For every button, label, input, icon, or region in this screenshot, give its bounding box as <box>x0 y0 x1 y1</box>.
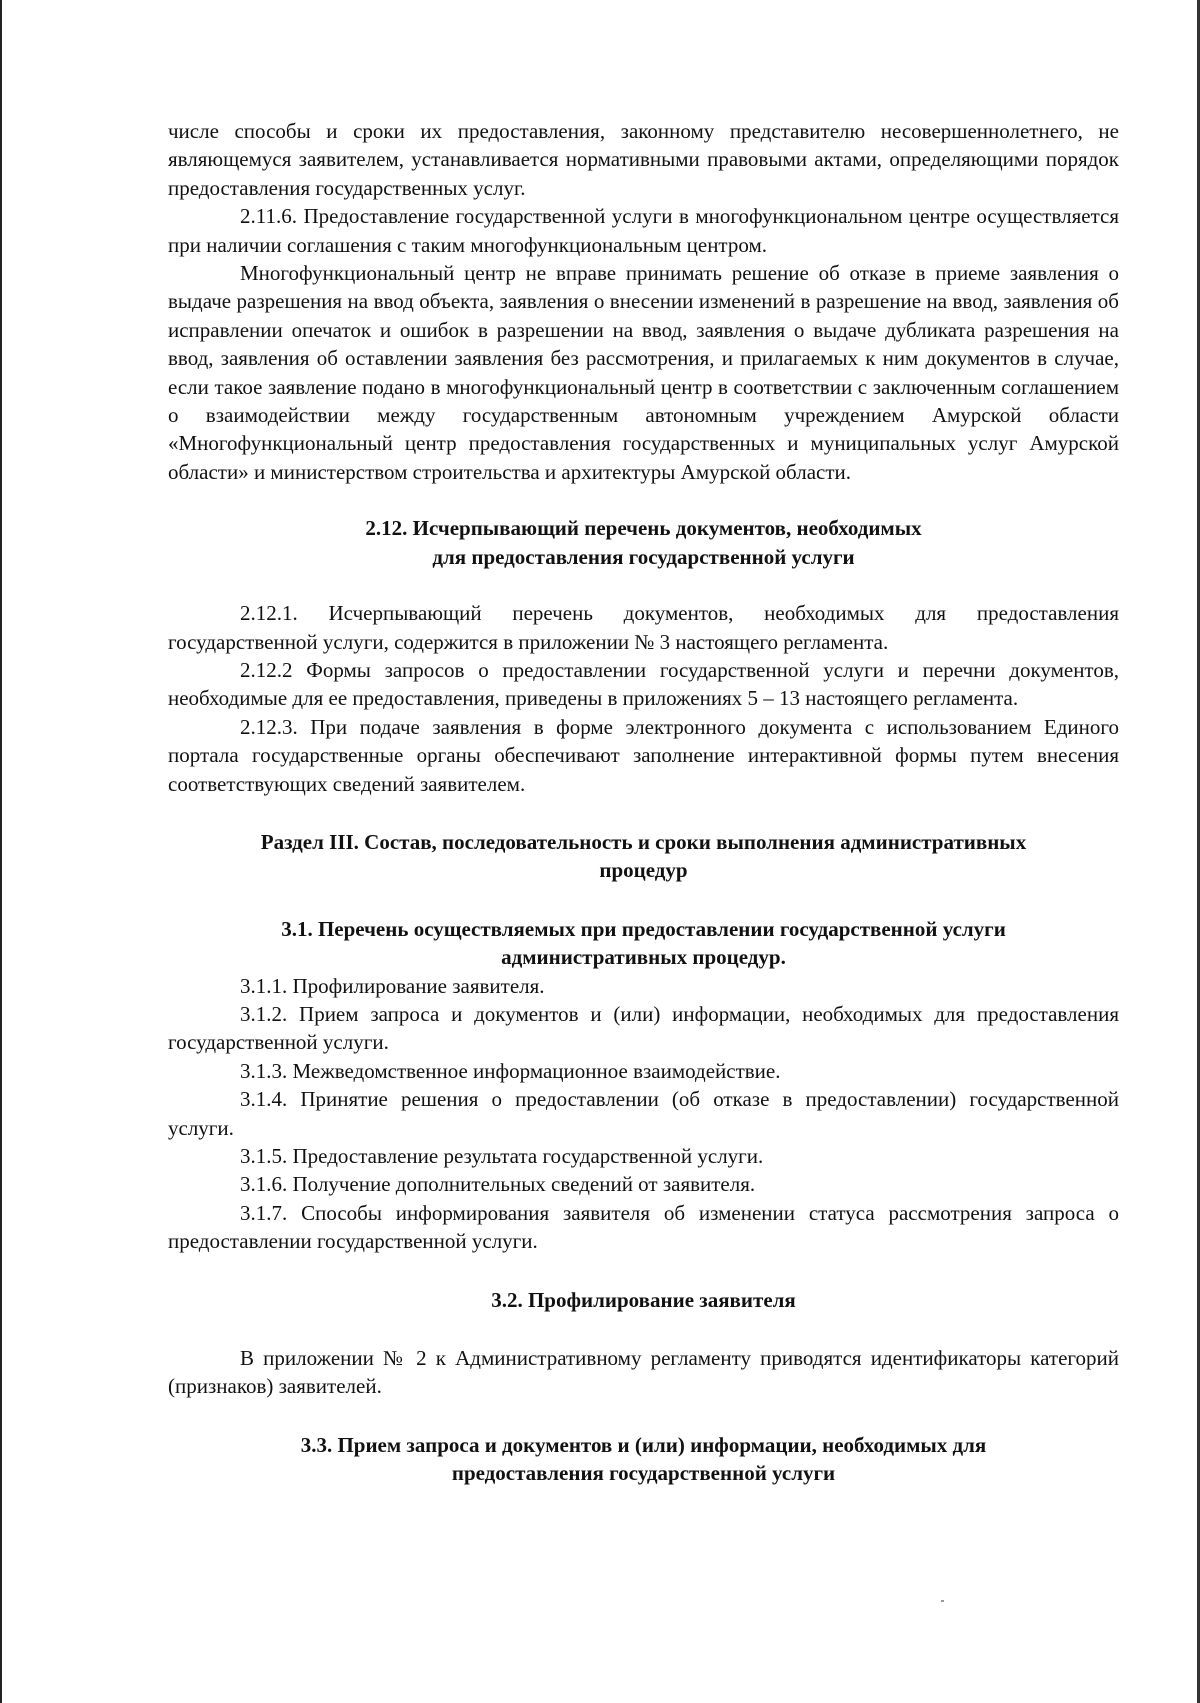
item-3-1-4: 3.1.4. Принятие решения о предоставлении (об отказе в предоставлении) государственной услуги. <box>168 1087 1119 1140</box>
item-3-1-6: 3.1.6. Получение дополнительных сведений от заявителя. <box>240 1172 756 1197</box>
paragraph-2-12-3: 2.12.3. При подаче заявления в форме электронного документа с использованием Единого портала государственные органы обеспечивают заполнение интерактивной формы путем внесения соответствующих сведений заявителем. <box>168 714 1119 796</box>
item-3-1-5: 3.1.5. Предоставление результата государственной услуги. <box>240 1144 764 1168</box>
scan-edge-left <box>0 0 2 1703</box>
paragraph-2-12-2: 2.12.2 Формы запросов о предоставлении государственной услуги и перечни документов, необходимые для ее предоставления, приведены в приложениях 5 – 13 настоящего регламента. <box>168 657 1119 711</box>
paragraph-2-11-6: 2.11.6. Предоставление государственной услуги в многофункциональном центре осуществляется при наличии соглашения с таким многофункциональным центром. <box>168 204 1119 257</box>
paragraph-3-2: В приложении № 2 к Административному регламенту приводятся идентификаторы категорий (признаков) заявителей. <box>168 1346 1119 1399</box>
item-3-1-3: 3.1.3. Межведомственное информационное взаимодействие. <box>240 1058 781 1083</box>
scan-speck <box>941 1600 944 1602</box>
item-3-1-1: 3.1.1. Профилирование заявителя. <box>240 973 545 998</box>
heading-3-2-line1: 3.2. Профилирование заявителя <box>491 1287 796 1312</box>
heading-3-1 <box>168 915 1119 972</box>
heading-3-1-line1: 3.1. Перечень осуществляемых при предоставлении государственной услуги <box>281 916 1006 941</box>
heading-2-12-line2: для предоставления государственной услуги <box>432 544 855 569</box>
item-3-1-2: 3.1.2. Прием запроса и документов и (или) информации, необходимых для предоставления государственной услуги. <box>168 1001 1119 1055</box>
heading-section-iii <box>168 828 1119 885</box>
heading-3-1-line2: административных процедур. <box>501 945 786 970</box>
paragraph-continuation: числе способы и сроки их предоставления, законному представителю несовершеннолетнего, не являющемуся заявителем, устанавливается нормативными правовыми актами, определяющими порядок предоставления государственных услуг. <box>168 119 1119 200</box>
document-page <box>168 117 1119 1488</box>
heading-3-3 <box>168 1431 1119 1488</box>
item-3-1-7: 3.1.7. Способы информирования заявителя об изменении статуса рассмотрения запроса о предоставлении государственной услуги. <box>168 1200 1119 1254</box>
paragraph-2-12-1: 2.12.1. Исчерпывающий перечень документов, необходимых для предоставления государственной услуги, содержится в приложении № 3 настоящего регламента. <box>168 601 1119 654</box>
heading-section-iii-line1: Раздел III. Состав, последовательность и сроки выполнения административных <box>260 829 1027 854</box>
heading-3-3-line1: 3.3. Прием запроса и документов и (или) информации, необходимых для <box>300 1432 987 1457</box>
heading-2-12 <box>168 514 1119 571</box>
heading-3-3-line2: предоставления государственной услуги <box>451 1461 836 1486</box>
paragraph-mfc-refusal: Многофункциональный центр не вправе принимать решение об отказе в приеме заявления о выдаче разрешения на ввод объекта, заявления о внесении изменений в разрешение на ввод, заявления об исправлении опечаток и ошибок в разрешении на ввод, заявления о выдаче дубликата разрешения на ввод, заявления об оставлении заявления без рассмотрения, и прилагаемых к ним документов в случае, если такое заявление подано в многофункциональный центр в соответствии с заключенным соглашением о взаимодействии между государственным автономным учреждением Амурской области «Многофункциональный центр предоставления государственных и муниципальных услуг Амурской области» и министерством строительства и архитектуры Амурской области. <box>168 261 1119 484</box>
heading-section-iii-line2: процедур <box>599 858 688 883</box>
heading-2-12-line1: 2.12. Исчерпывающий перечень документов, необходимых <box>365 516 922 541</box>
heading-3-2 <box>168 1286 1119 1314</box>
